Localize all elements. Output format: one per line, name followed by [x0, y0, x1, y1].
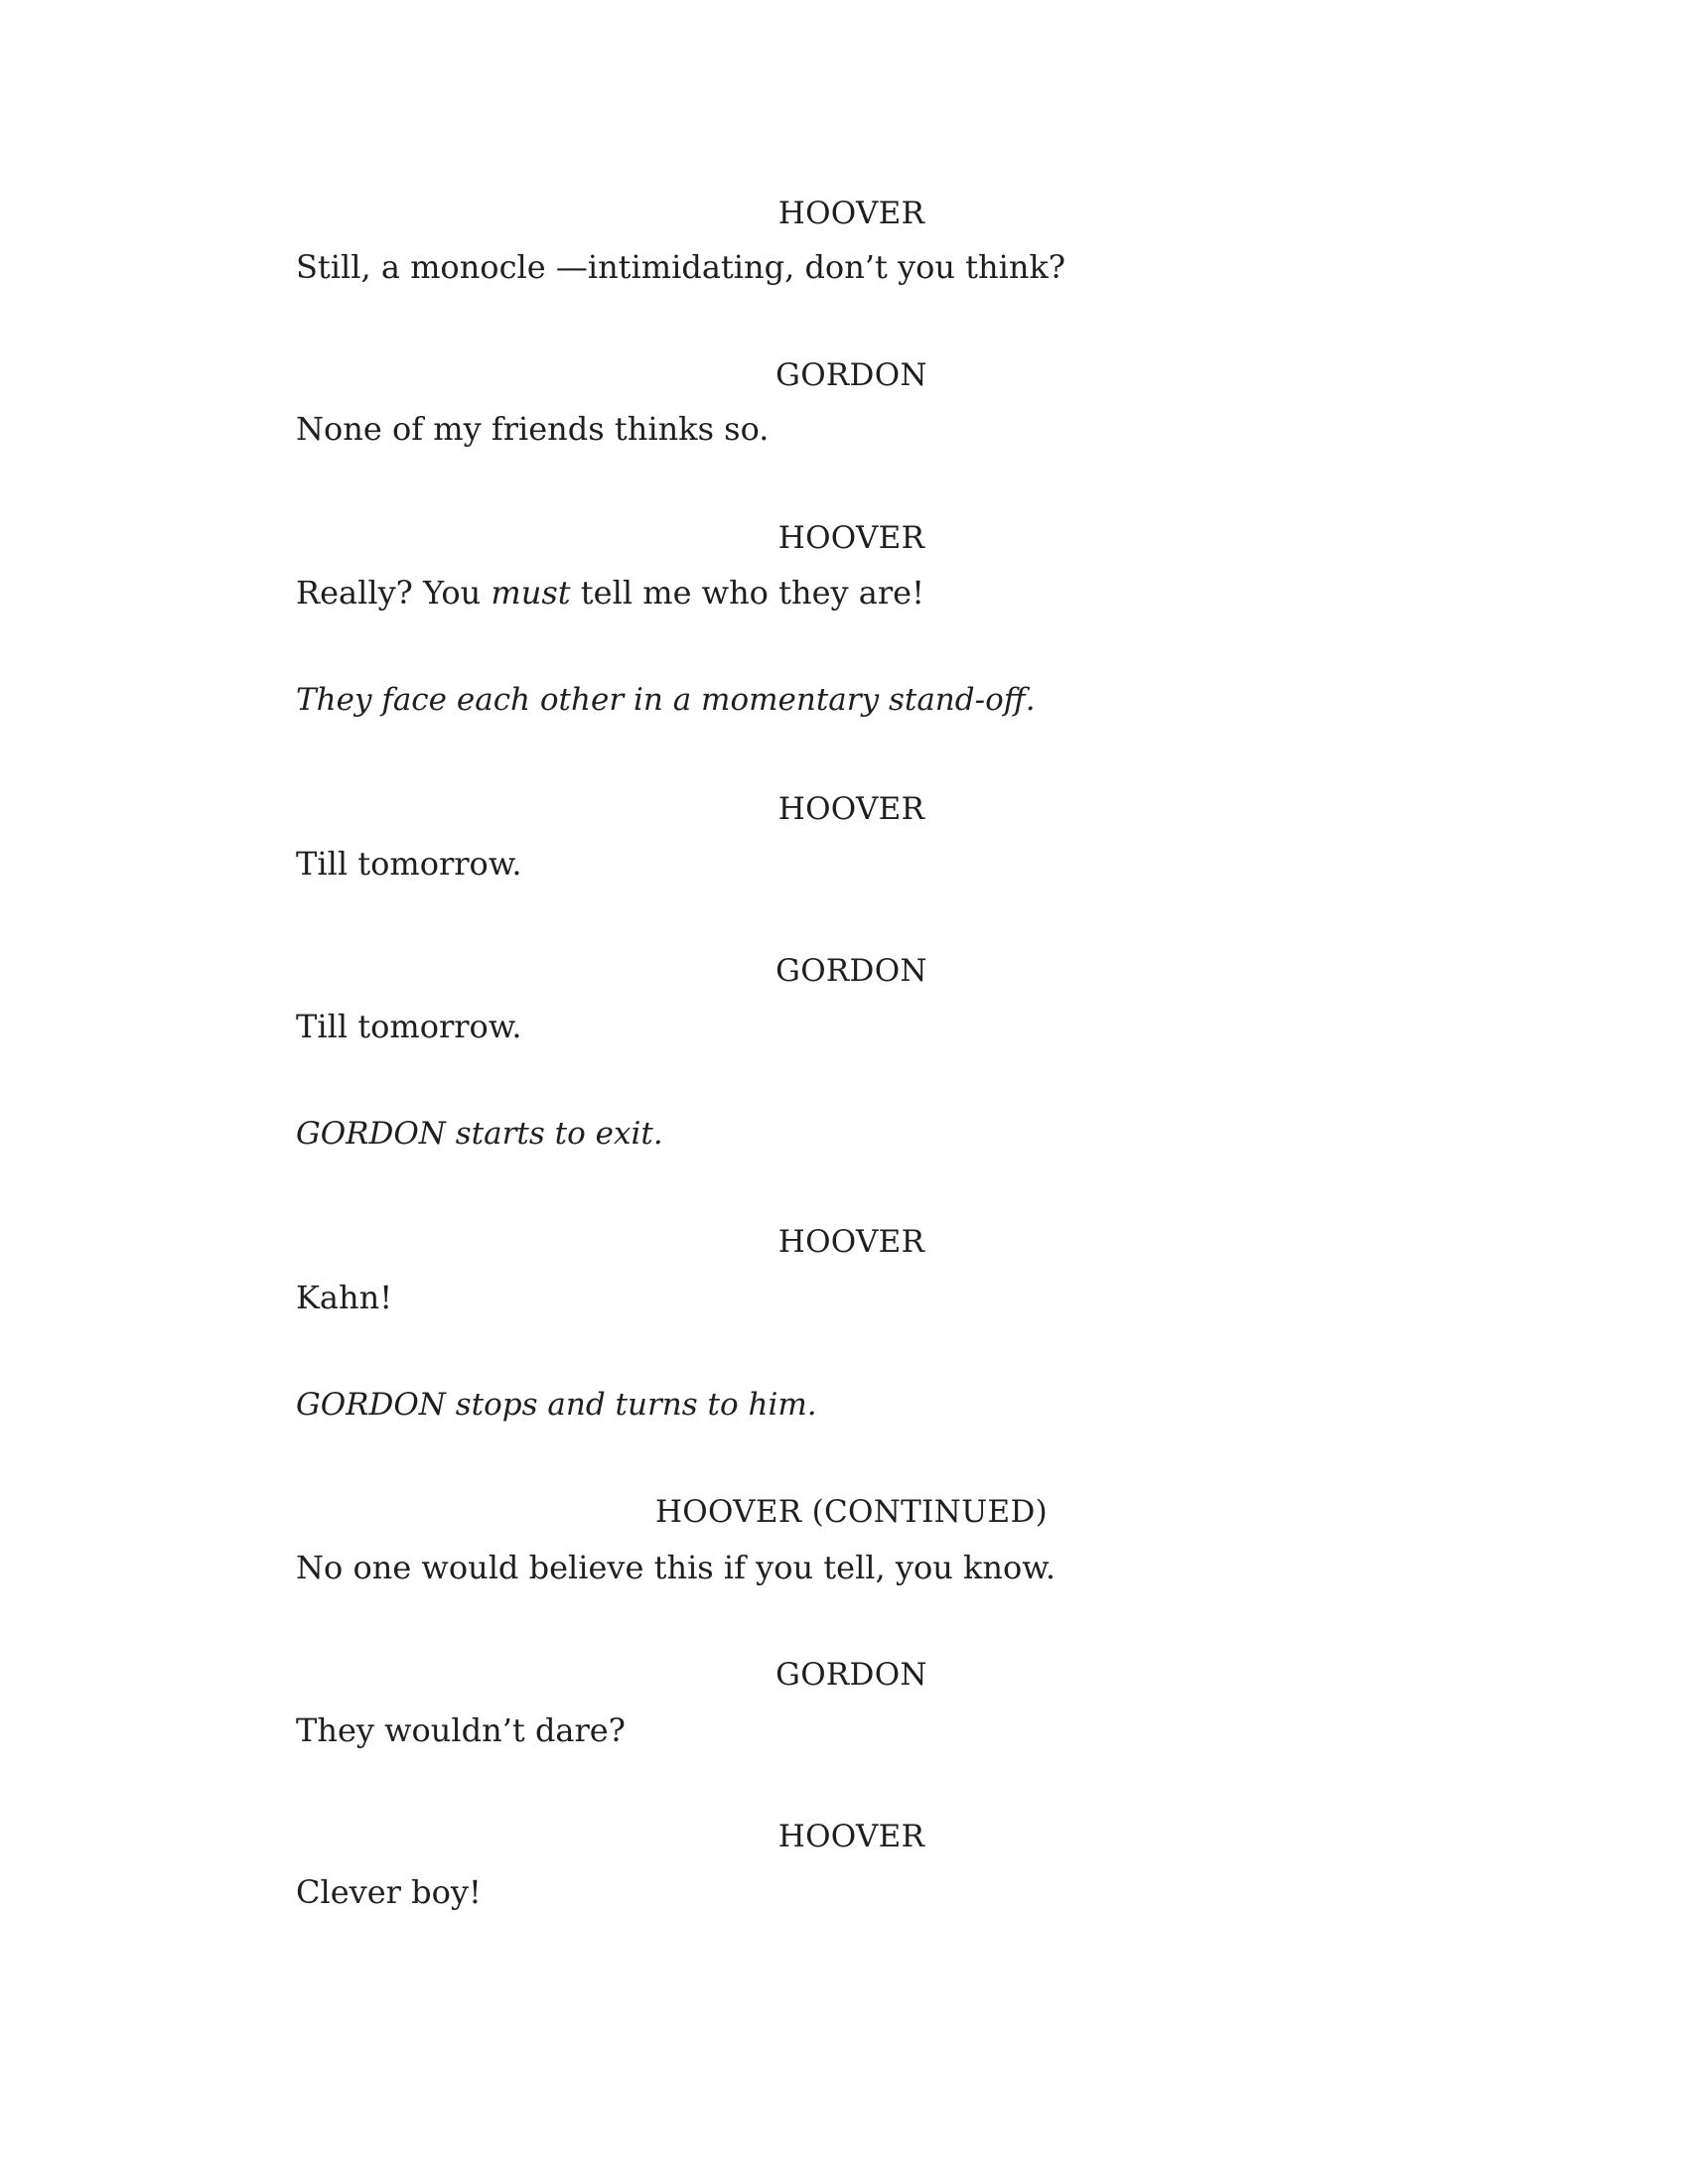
dialogue-line: Still, a monocle —intimidating, don’t you think? — [296, 248, 1065, 286]
dialogue-line: They wouldn’t dare? — [296, 1711, 626, 1749]
emphasis-text: must — [491, 574, 571, 612]
dialogue-line: No one would believe this if you tell, you know. — [296, 1549, 1056, 1586]
dialogue-line: Clever boy! — [296, 1873, 482, 1911]
character-cue: GORDON — [775, 1657, 927, 1693]
dialogue-text: tell me who they are! — [570, 574, 924, 612]
dialogue-line: Kahn! — [296, 1279, 393, 1316]
dialogue-line: Till tomorrow. — [296, 845, 522, 883]
character-cue: HOOVER (CONTINUED) — [654, 1494, 1049, 1530]
dialogue-line: Till tomorrow. — [296, 1008, 522, 1045]
character-cue: GORDON — [775, 357, 927, 393]
dialogue-text: Really? You — [296, 574, 492, 612]
character-cue: HOOVER — [777, 791, 925, 827]
character-cue: HOOVER — [777, 1819, 925, 1854]
dialogue-line: None of my friends thinks so. — [296, 410, 770, 448]
stage-direction: GORDON stops and turns to him. — [296, 1387, 817, 1423]
character-cue: GORDON — [775, 953, 927, 989]
character-cue: HOOVER — [777, 520, 925, 556]
character-cue: HOOVER — [777, 1224, 925, 1260]
stage-direction: GORDON starts to exit. — [296, 1116, 663, 1152]
dialogue-line — [296, 574, 924, 612]
stage-direction: They face each other in a momentary stand-off. — [296, 682, 1036, 718]
character-cue: HOOVER — [777, 196, 925, 231]
